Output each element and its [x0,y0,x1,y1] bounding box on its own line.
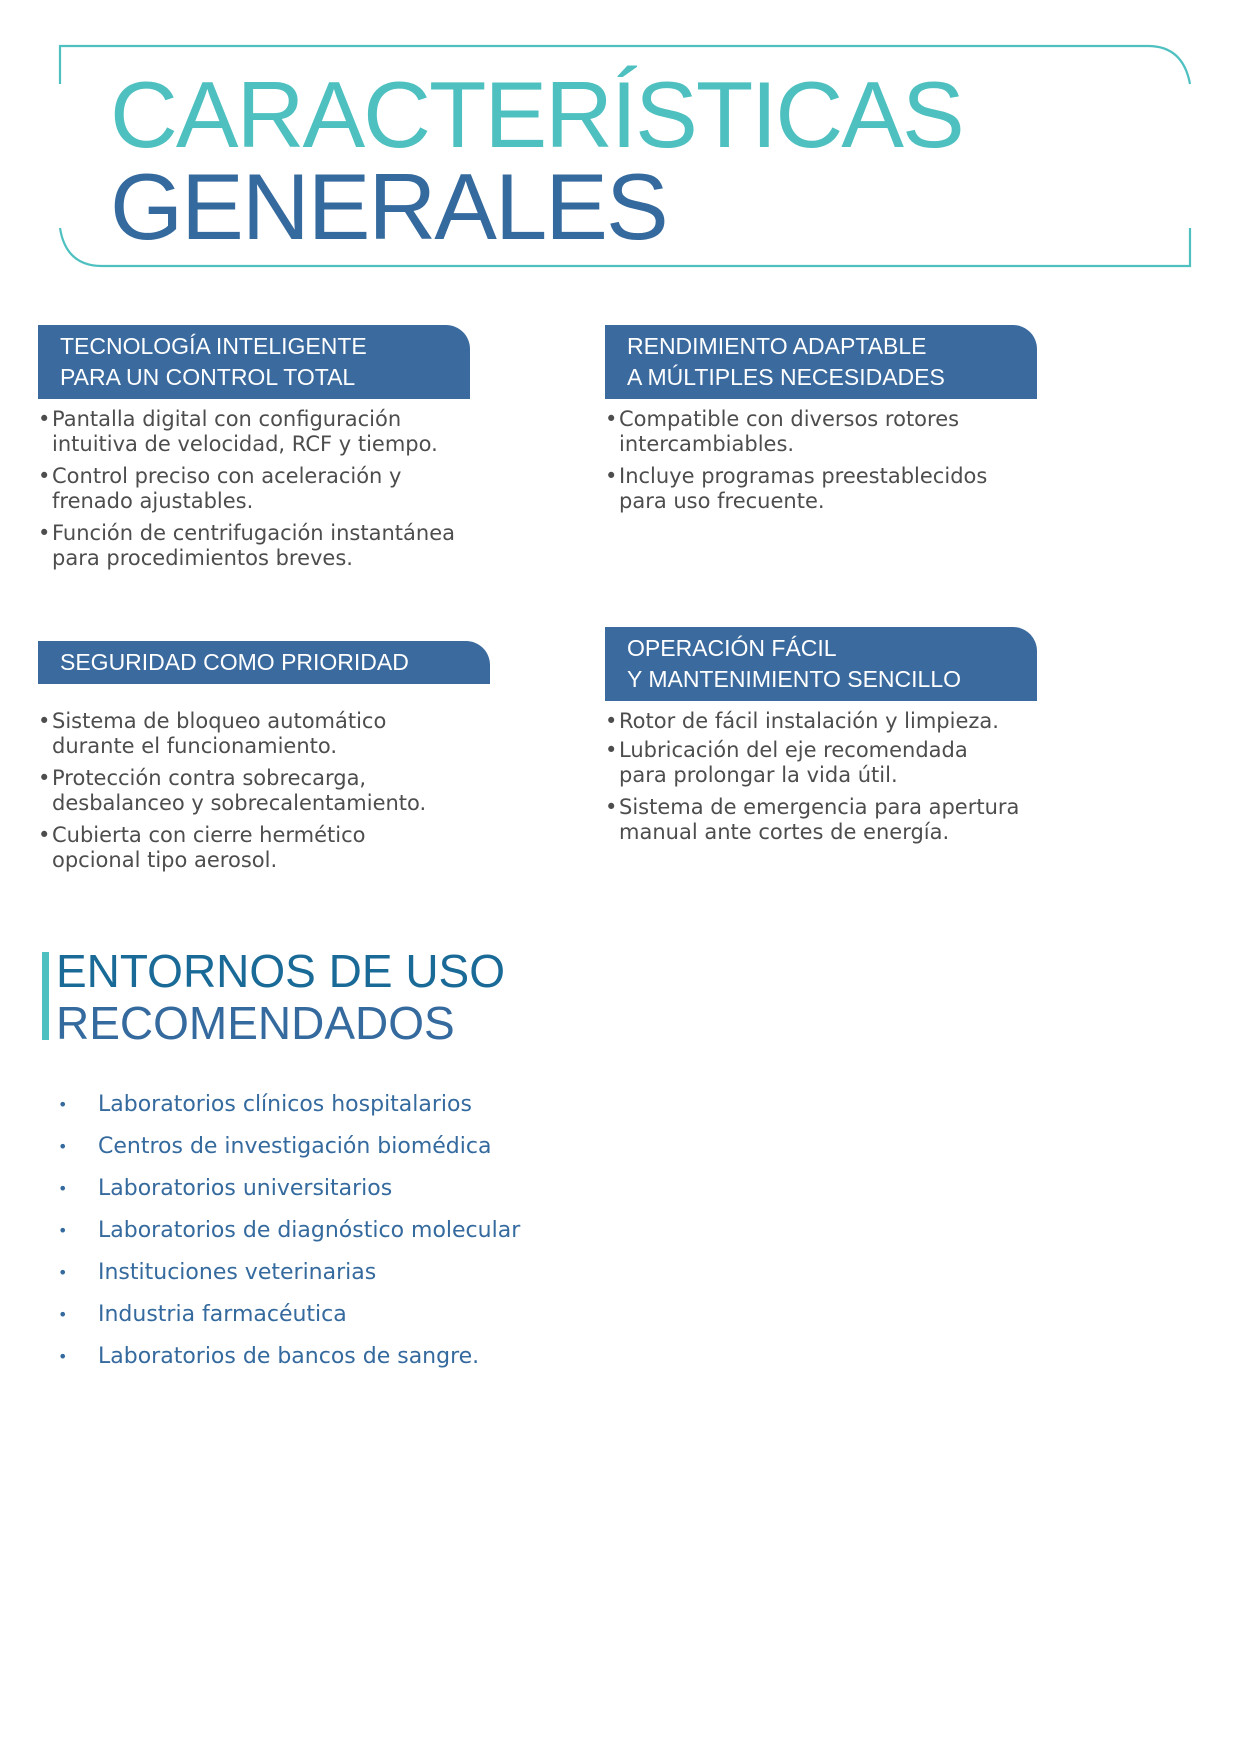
section-header-line: RENDIMIENTO ADAPTABLE [627,333,927,359]
section-header [605,627,1037,701]
environments-title [56,945,505,1049]
environment-item [58,1126,520,1168]
feature-item [605,407,1165,457]
bullet-icon: • [58,1347,68,1366]
bullet-icon: • [605,738,618,762]
bullet-icon: • [605,407,618,431]
feature-item-line: Sistema de emergencia para apertura [619,795,1020,819]
feature-item-line: Control preciso con aceleración y [52,464,402,488]
section-safety-priority [38,641,578,880]
section-easy-operation [605,627,1205,852]
feature-item-line: Protección contra sobrecarga, [52,766,367,790]
feature-item-line: opcional tipo aerosol. [52,848,278,872]
section-header [38,325,470,399]
section-header-line: PARA UN CONTROL TOTAL [60,364,356,390]
feature-item-line: para procedimientos breves. [52,546,353,570]
environment-item-text: Laboratorios universitarios [98,1176,393,1201]
feature-item-line: durante el funcionamiento. [52,734,338,758]
feature-item [605,709,1205,734]
environment-item-text: Industria farmacéutica [98,1302,347,1327]
feature-item-line: Pantalla digital con configuración [52,407,402,431]
environment-item [58,1252,520,1294]
bullet-icon: • [38,521,51,545]
page-title-line2: GENERALES [110,154,667,259]
environment-item [58,1294,520,1336]
feature-list [605,407,1165,514]
environment-item-text: Laboratorios de bancos de sangre. [98,1344,480,1369]
bullet-icon: • [38,407,51,431]
section-header-line: TECNOLOGÍA INTELIGENTE [60,333,367,359]
section-smart-technology [38,325,578,578]
feature-item [38,709,578,759]
bullet-icon: • [38,464,51,488]
feature-item-line: intercambiables. [619,432,795,456]
section-header [605,325,1037,399]
feature-item-line: desbalanceo y sobrecalentamiento. [52,791,427,815]
page-title-line1: CARACTERÍSTICAS [110,62,963,167]
environment-item [58,1336,520,1378]
bullet-icon: • [38,823,51,847]
feature-list [38,407,578,571]
environments-title-line1: ENTORNOS DE USO [56,945,505,997]
bullet-icon: • [605,795,618,819]
environment-item-text: Laboratorios clínicos hospitalarios [98,1092,472,1117]
feature-item-line: Rotor de fácil instalación y limpieza. [619,709,999,733]
section-header [38,641,490,684]
feature-item [38,521,578,571]
section-header-line: Y MANTENIMIENTO SENCILLO [627,666,961,692]
bullet-icon: • [58,1305,68,1324]
feature-list [38,709,578,873]
bullet-icon: • [58,1137,68,1156]
feature-item-line: Incluye programas preestablecidos [619,464,988,488]
feature-item-line: Lubricación del eje recomendada [619,738,968,762]
environments-title-line2: RECOMENDADOS [56,997,455,1049]
feature-item [605,795,1205,845]
feature-item-line: para uso frecuente. [619,489,825,513]
section-header-line: A MÚLTIPLES NECESIDADES [627,364,945,390]
feature-item-line: intuitiva de velocidad, RCF y tiempo. [52,432,438,456]
feature-item-line: Función de centrifugación instantánea [52,521,455,545]
feature-item-line: Compatible con diversos rotores [619,407,960,431]
environment-item [58,1210,520,1252]
bullet-icon: • [605,709,618,733]
feature-item-line: Sistema de bloqueo automático [52,709,387,733]
bullet-icon: • [605,464,618,488]
bullet-icon: • [58,1179,68,1198]
environment-item-text: Laboratorios de diagnóstico molecular [98,1218,521,1243]
feature-item [38,823,578,873]
environment-item [58,1168,520,1210]
bullet-icon: • [58,1263,68,1282]
bullet-icon: • [58,1221,68,1240]
feature-item [38,464,578,514]
environments-accent-bar [42,952,49,1040]
feature-list [605,709,1205,845]
environment-item-text: Instituciones veterinarias [98,1260,377,1285]
feature-item-line: para prolongar la vida útil. [619,763,898,787]
feature-item [605,738,1205,788]
environments-list [58,1084,520,1378]
bullet-icon: • [58,1095,68,1114]
environment-item-text: Centros de investigación biomédica [98,1134,492,1159]
environment-item [58,1084,520,1126]
feature-item [38,766,578,816]
section-header-line: SEGURIDAD COMO PRIORIDAD [60,649,409,675]
feature-item [605,464,1165,514]
feature-item [38,407,578,457]
section-adaptable-performance [605,325,1165,521]
feature-item-line: manual ante cortes de energía. [619,820,950,844]
section-header-line: OPERACIÓN FÁCIL [627,635,837,661]
feature-item-line: Cubierta con cierre hermético [52,823,366,847]
bullet-icon: • [38,709,51,733]
bullet-icon: • [38,766,51,790]
feature-item-line: frenado ajustables. [52,489,254,513]
